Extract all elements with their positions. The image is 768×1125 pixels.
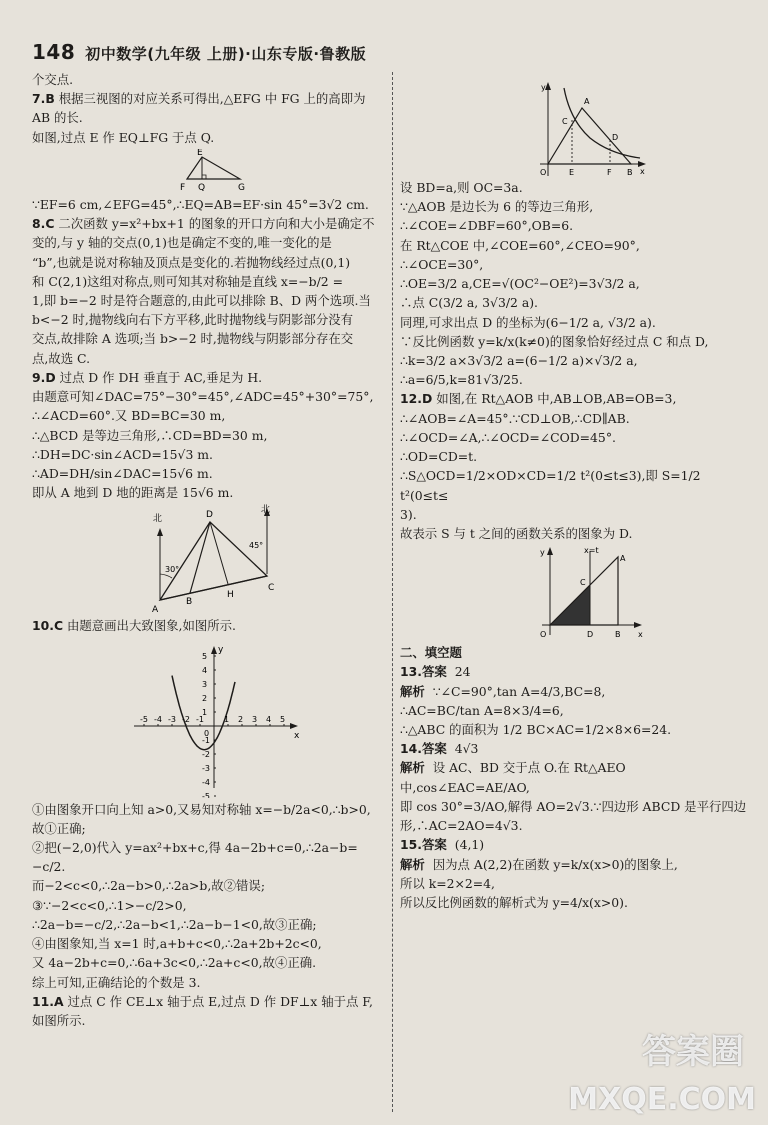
- q10-number: 10.C: [32, 618, 64, 634]
- answer-value: 24: [454, 664, 471, 680]
- q9-direction-figure: [32, 504, 384, 614]
- text-line: ∵△AOB 是边长为 6 的等边三角形,: [400, 199, 594, 215]
- text-line: 又 4a−2b+c=0,∴6a+3c<0,∴2a+c<0,故④正确.: [32, 955, 317, 971]
- label-F: F: [180, 182, 186, 193]
- label-north-right: 北: [261, 505, 271, 516]
- text-line: 综上可知,正确结论的个数是 3.: [32, 974, 201, 990]
- text-line: 如图,过点 E 作 EQ⊥FG 于点 Q.: [32, 129, 215, 145]
- x-tick-label: 1: [224, 714, 230, 724]
- watermark-logo: 答案圈: [642, 1032, 744, 1072]
- label-C: C: [580, 578, 586, 588]
- text-line: ∴△BCD 是等边三角形,∴CD=BD=30 m,: [32, 427, 268, 443]
- text-line: “b”,也就是说对称轴及顶点是变化的.若抛物线经过点(0,1): [32, 254, 351, 270]
- label-G: G: [238, 182, 245, 193]
- q10-ticks: [140, 652, 285, 798]
- text-line: ∴∠OCE=30°,: [400, 256, 484, 272]
- label-x: x: [640, 167, 645, 176]
- q15-answer: [400, 835, 752, 854]
- analysis-label: 解析: [400, 856, 425, 872]
- text-line: 设 AC、BD 交于点 O.在 Rt△AEO 中,cos∠EAC=AE/AO,: [400, 760, 626, 795]
- label-A: A: [620, 554, 626, 564]
- text-line: ③∵−2<c<0,∴1>−c/2>0,: [32, 897, 187, 913]
- q11-hyperbola-figure: [530, 80, 650, 180]
- label-Q: Q: [198, 182, 206, 193]
- text-line: 故①正确;: [32, 820, 86, 836]
- text-line: 个交点.: [32, 72, 74, 87]
- right-column: [400, 178, 752, 912]
- text-line: ∴DH=DC·sin∠ACD=15√3 m.: [32, 446, 213, 462]
- y-tick-label: -1: [202, 735, 210, 745]
- label-B: B: [186, 597, 193, 608]
- label-E: E: [569, 168, 575, 177]
- y-tick-label: -4: [202, 777, 210, 787]
- text-line: 如图,在 Rt△AOB 中,AB⊥OB,AB=OB=3,: [436, 391, 677, 407]
- text-line: ∴∠AOB=∠A=45°.∵CD⊥OB,∴CD∥AB.: [400, 410, 630, 426]
- text-line: ∵∠C=90°,tan A=4/3,BC=8,: [432, 683, 606, 699]
- text-line: 如图所示.: [32, 1013, 86, 1028]
- text-line: 因为点 A(2,2)在函数 y=k/x(x>0)的图象上,: [432, 856, 678, 872]
- text-line: ∴△ABC 的面积为 1/2 BC×AC=1/2×8×6=24.: [400, 722, 672, 738]
- analysis-label: 解析: [400, 683, 425, 699]
- text-line: ①由图象开口向上知 a>0,又易知对称轴 x=−b/2a<0,∴b>0,: [32, 801, 371, 817]
- page-header: [32, 40, 366, 64]
- page-number: 148: [32, 40, 76, 64]
- x-tick-label: -1: [196, 714, 204, 724]
- text-line: ∴k=3/2 a×3√3/2 a=(6−1/2 a)×√3/2 a,: [400, 352, 638, 368]
- book-title: 初中数学(九年级 上册)·山东专版·鲁教版: [85, 45, 367, 63]
- label-north-left: 北: [153, 514, 163, 525]
- text-line: AB 的长.: [32, 110, 83, 126]
- text-line: ∴点 C(3/2 a, 3√3/2 a).: [400, 295, 538, 311]
- text-line: ∴∠COE=∠DBF=60°,OB=6.: [400, 218, 574, 234]
- label-origin: 0: [204, 728, 210, 738]
- x-tick-label: -4: [154, 714, 162, 724]
- q13-answer: [400, 662, 752, 681]
- x-tick-label: 3: [252, 714, 258, 724]
- text-line: b<−2 时,抛物线向右下方平移,此时抛物线与阴影部分没有: [32, 312, 353, 328]
- text-line: 故表示 S 与 t 之间的函数关系的图象为 D.: [400, 525, 633, 541]
- label-H: H: [227, 590, 234, 601]
- text-line: 由题意画出大致图象,如图所示.: [67, 618, 236, 634]
- text-line: −c/2.: [32, 859, 66, 875]
- x-tick-label: 4: [266, 714, 272, 724]
- text-line: ∴AD=DH/sin∠DAC=15√6 m.: [32, 465, 213, 481]
- q14-line: [400, 758, 752, 796]
- text-line: 3).: [400, 506, 417, 522]
- section-heading: 二、填空题: [400, 645, 462, 661]
- y-tick-label: 3: [202, 679, 208, 689]
- x-tick-label: -2: [182, 714, 190, 724]
- text-line: ∴S△OCD=1/2×OD×CD=1/2 t²(0≤t≤3),即 S=1/2 t²(0≤t≤: [400, 468, 701, 503]
- text-line: 点,故选 C.: [32, 350, 91, 366]
- x-tick-label: 2: [238, 714, 244, 724]
- q15-line: [400, 855, 752, 874]
- label-O: O: [540, 630, 547, 640]
- label-D: D: [206, 510, 213, 521]
- q7-triangle-figure: [32, 149, 384, 193]
- y-tick-label: -5: [202, 791, 210, 798]
- label-C: C: [562, 117, 568, 126]
- label-30deg: 30°: [165, 565, 180, 575]
- text-line: ∴∠OCD=∠A,∴∠OCD=∠COD=45°.: [400, 429, 616, 445]
- y-tick-label: 4: [202, 665, 208, 675]
- y-tick-label: -3: [202, 763, 210, 773]
- text-line: 即从 A 地到 D 地的距离是 15√6 m.: [32, 485, 234, 501]
- label-B: B: [627, 168, 633, 177]
- analysis-label: 解析: [400, 760, 425, 776]
- q14-answer: [400, 739, 752, 758]
- text-line: ②把(−2,0)代入 y=ax²+bx+c,得 4a−2b+c=0,∴2a−b=: [32, 840, 358, 856]
- y-tick-label: 5: [202, 651, 208, 661]
- answer-value: (4,1): [454, 837, 485, 853]
- q9-line: [32, 368, 384, 387]
- text-line: ∵EF=6 cm,∠EFG=45°,∴EQ=AB=EF·sin 45°=3√2 cm.: [32, 196, 369, 212]
- y-tick-label: 2: [202, 693, 208, 703]
- text-line: 即 cos 30°=3/AO,解得 AO=2√3.∵四边形 ABCD 是平行四边: [400, 798, 747, 814]
- text-line: 1,即 b=−2 时是符合题意的,由此可以排除 B、D 两个选项.当: [32, 292, 371, 308]
- x-tick-label: -5: [140, 714, 148, 724]
- q12-line: [400, 389, 752, 408]
- text-line: ∴OD=CD=t.: [400, 449, 478, 465]
- text-line: 设 BD=a,则 OC=3a.: [400, 180, 523, 195]
- y-tick-label: -2: [202, 749, 210, 759]
- label-x-axis: x: [294, 730, 300, 741]
- label-D: D: [587, 630, 594, 640]
- text-line: ∴∠ACD=60°.又 BD=BC=30 m,: [32, 408, 226, 424]
- label-45deg: 45°: [249, 541, 264, 551]
- q10-line: [32, 616, 384, 635]
- text-line: ④由图象知,当 x=1 时,a+b+c<0,∴2a+2b+2c<0,: [32, 936, 322, 952]
- text-line: 过点 C 作 CE⊥x 轴于点 E,过点 D 作 DF⊥x 轴于点 F,: [67, 993, 373, 1009]
- q12-number: 12.D: [400, 391, 433, 407]
- x-tick-label: 5: [280, 714, 286, 724]
- q9-number: 9.D: [32, 369, 56, 385]
- label-E: E: [197, 148, 203, 158]
- text-line: 交点,故排除 A 选项;当 b>−2 时,抛物线与阴影部分存在交: [32, 331, 354, 347]
- label-xt: x=t: [584, 546, 599, 556]
- q10-parabola-figure: [32, 638, 384, 798]
- text-line: 变的,与 y 轴的交点(0,1)也是确定不变的,唯一变化的是: [32, 235, 332, 251]
- text-line: ∴a=6/5,k=81√3/25.: [400, 372, 523, 388]
- label-C: C: [268, 583, 275, 594]
- left-column: [32, 70, 384, 1030]
- label-y: y: [541, 83, 546, 92]
- answer-label: 14.答案: [400, 741, 447, 757]
- text-line: ∴2a−b=−c/2,∴2a−b<1,∴2a−b−1<0,故③正确;: [32, 916, 317, 932]
- label-O: O: [540, 168, 547, 177]
- text-line: 而−2<c<0,∴2a−b>0,∴2a>b,故②错误;: [32, 878, 265, 894]
- text-line: 过点 D 作 DH 垂直于 AC,垂足为 H.: [59, 369, 263, 385]
- answer-label: 13.答案: [400, 664, 447, 680]
- text-line: ∴OE=3/2 a,CE=√(OC²−OE²)=3√3/2 a,: [400, 276, 640, 292]
- text-line: ∴AC=BC/tan A=8×3/4=6,: [400, 702, 564, 718]
- q7-number: 7.B: [32, 91, 55, 107]
- text-line: 所以 k=2×2=4,: [400, 875, 495, 891]
- q8-line: [32, 214, 384, 233]
- label-y-axis: y: [218, 644, 224, 655]
- label-B: B: [615, 630, 621, 640]
- label-F: F: [607, 168, 612, 177]
- label-D: D: [612, 133, 619, 142]
- text-line: 在 Rt△COE 中,∠COE=60°,∠CEO=90°,: [400, 237, 640, 253]
- q8-number: 8.C: [32, 216, 55, 232]
- label-y: y: [540, 548, 545, 558]
- x-tick-label: -3: [168, 714, 176, 724]
- label-x: x: [638, 630, 643, 640]
- q13-line: [400, 682, 752, 701]
- text-line: 形,∴AC=2AO=4√3.: [400, 818, 523, 834]
- q7-line: [32, 89, 384, 108]
- text-line: 由题意可知∠DAC=75°−30°=45°,∠ADC=45°+30°=75°,: [32, 389, 374, 405]
- column-divider: [392, 72, 393, 1112]
- label-A: A: [152, 605, 159, 615]
- q11-line: [32, 992, 384, 1011]
- text-line: ∵反比例函数 y=k/x(k≠0)的图象恰好经过点 C 和点 D,: [400, 333, 709, 349]
- text-line: 所以反比例函数的解析式为 y=4/x(x>0).: [400, 895, 628, 910]
- text-line: 二次函数 y=x²+bx+1 的图象的开口方向和大小是确定不: [58, 216, 375, 232]
- q12-triangle-figure: [400, 545, 752, 641]
- y-tick-label: 1: [202, 707, 208, 717]
- label-A: A: [584, 97, 590, 106]
- text-line: 和 C(2,1)这组对称点,则可知其对称轴是直线 x=−b/2 =: [32, 273, 343, 289]
- answer-label: 15.答案: [400, 837, 447, 853]
- text-line: 同理,可求出点 D 的坐标为(6−1/2 a, √3/2 a).: [400, 314, 656, 330]
- q11-number: 11.A: [32, 993, 64, 1009]
- answer-value: 4√3: [454, 741, 479, 757]
- text-line: 根据三视图的对应关系可得出,△EFG 中 FG 上的高即为: [58, 91, 366, 107]
- watermark-url: MXQE.COM: [568, 1082, 756, 1117]
